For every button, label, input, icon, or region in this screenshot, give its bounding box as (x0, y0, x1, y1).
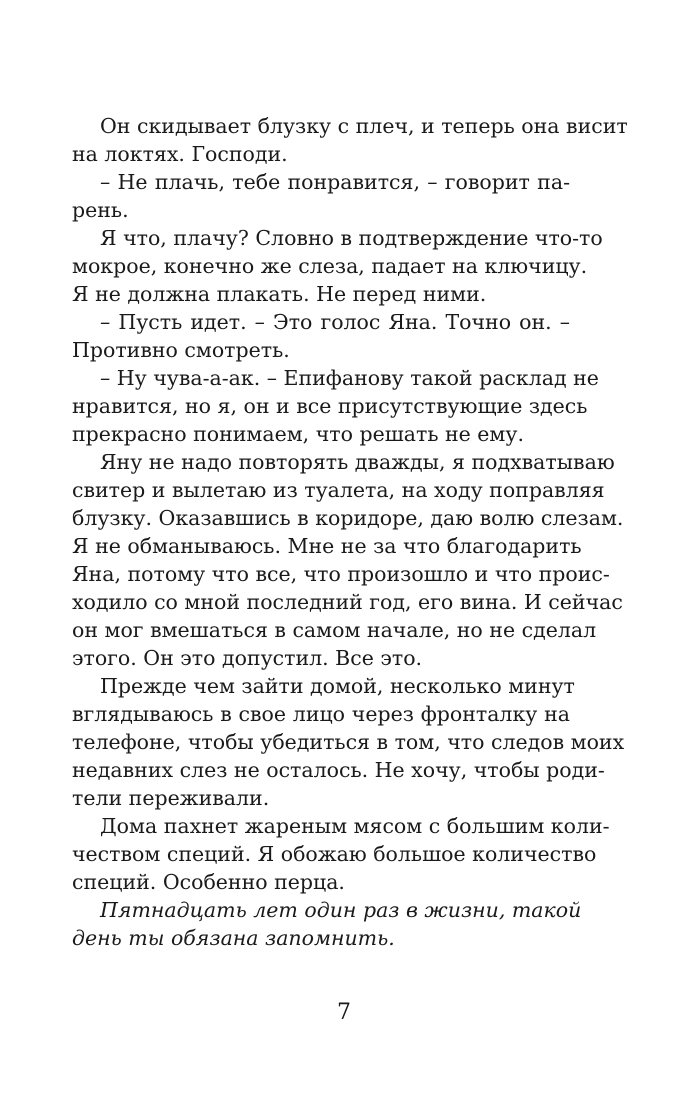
text-line: телефоне, чтобы убедиться в том, что следов моих (72, 730, 625, 754)
text-line: Пятнадцать лет один раз в жизни, такой (100, 898, 582, 922)
text-line: прекрасно понимаем, что решать не ему. (72, 422, 524, 446)
text-line: этого. Он это допустил. Все это. (72, 646, 423, 670)
text-line: нравится, но я, он и все присутствующие здесь (72, 394, 588, 418)
text-line: он мог вмешаться в самом начале, но не сделал (72, 618, 597, 642)
text-line: мокрое, конечно же слеза, падает на ключицу. (72, 254, 588, 278)
text-line: рень. (72, 198, 129, 222)
text-line: Дома пахнет жареным мясом с большим коли- (100, 814, 610, 838)
text-line: Я не обманываюсь. Мне не за что благодарить (72, 534, 582, 558)
text-line: свитер и вылетаю из туалета, на ходу поправляя (72, 478, 605, 502)
text-line: на локтях. Господи. (72, 142, 288, 166)
paragraph (72, 448, 624, 672)
text-line: Яна, потому что все, что произошло и что проис- (72, 562, 610, 586)
text-line: Я что, плачу? Словно в подтверждение что-то (100, 226, 603, 250)
text-line: тели переживали. (72, 786, 270, 810)
paragraph (72, 112, 628, 168)
paragraph (72, 224, 603, 308)
text-line: Противно смотреть. (72, 338, 290, 362)
text-line: – Пусть идет. – Это голос Яна. Точно он. – (100, 310, 570, 334)
paragraph (72, 308, 570, 364)
page-number: 7 (337, 1000, 351, 1025)
text-line: ходило со мной последний год, его вина. И сейчас (72, 590, 623, 614)
paragraph (72, 364, 599, 448)
paragraph (72, 896, 582, 952)
text-line: Яну не надо повторять дважды, я подхватываю (100, 450, 615, 474)
text-line: – Не плачь, тебе понравится, – говорит па- (100, 170, 570, 194)
paragraph (72, 812, 610, 896)
text-line: – Ну чува-а-ак. – Епифанову такой расклад не (100, 366, 599, 390)
paragraph (72, 168, 570, 224)
text-line: Я не должна плакать. Не перед ними. (72, 282, 487, 306)
text-line: чеством специй. Я обожаю большое количество (72, 842, 597, 866)
text-line: Он скидывает блузку с плеч, и теперь она висит (100, 114, 628, 138)
text-line: недавних слез не осталось. Не хочу, чтобы роди- (72, 758, 605, 782)
text-line: Прежде чем зайти домой, несколько минут (100, 674, 575, 698)
text-line: специй. Особенно перца. (72, 870, 345, 894)
body-text (72, 112, 628, 952)
text-line: вглядываюсь в свое лицо через фронталку на (72, 702, 570, 726)
text-line: день ты обязана запомнить. (72, 926, 395, 950)
paragraph (72, 672, 625, 812)
text-line: блузку. Оказавшись в коридоре, даю волю слезам. (72, 506, 624, 530)
